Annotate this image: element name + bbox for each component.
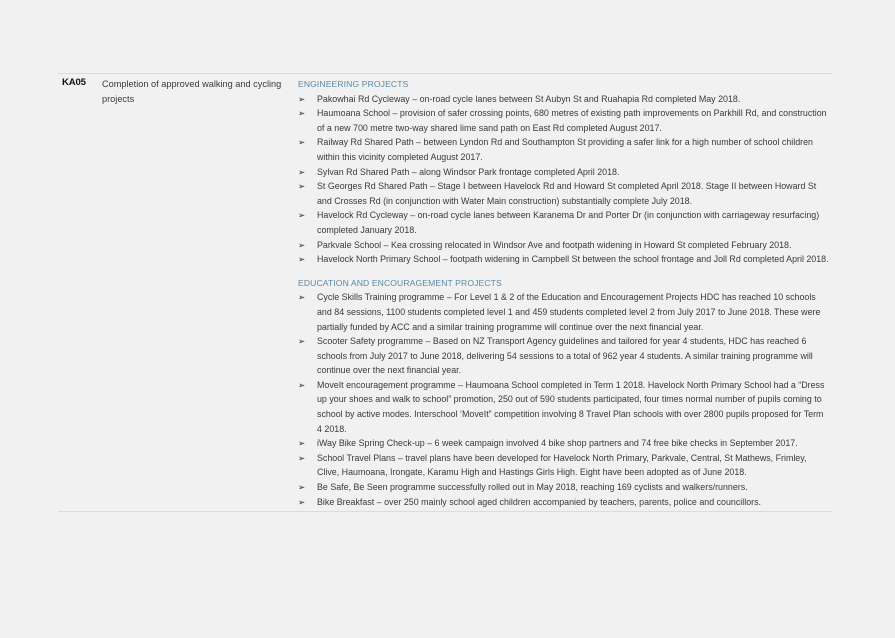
education-list	[298, 290, 830, 509]
arrowhead-bullet-icon: ➢	[298, 137, 306, 148]
list-item: ➢ Parkvale School – Kea crossing relocated in Windsor Ave and footpath widening in Howard St completed February 2018.	[298, 238, 830, 253]
arrowhead-bullet-icon: ➢	[298, 379, 306, 390]
arrowhead-bullet-icon: ➢	[298, 452, 306, 463]
measure-description: Completion of approved walking and cycling projects	[102, 79, 282, 104]
arrowhead-bullet-icon: ➢	[298, 210, 306, 221]
list-item: ➢ School Travel Plans – travel plans have been developed for Havelock North Primary, Parkvale, Central, St Mathews, Frimley, Clive, Haumoana, Irongate, Karamu High and Hastings Girls High. Eight have been adopted as of June 2018.	[298, 452, 807, 478]
engineering-list	[298, 92, 830, 267]
arrowhead-bullet-icon: ➢	[298, 93, 306, 104]
list-item: ➢ Haumoana School – provision of safer crossing points, 680 metres of existing path improvements on Parkhill Rd, and construction of a new 700 metre two-way shared lime sand path on East Rd completed August 2017.	[298, 108, 827, 133]
arrowhead-bullet-icon: ➢	[298, 438, 306, 449]
list-item: ➢ Scooter Safety programme – Based on NZ Transport Agency guidelines and tailored for year 4 students, HDC has reached 6 schools from July 2017 to June 2018, delivering 54 sessions to a total of 962 year 4 students. A similar training programme will continue over the next financial year.	[298, 336, 813, 376]
list-item: ➢ Bike Breakfast – over 250 mainly school aged children accompanied by teachers, parents, police and councillors.	[298, 495, 830, 510]
list-item: ➢ Havelock Rd Cycleway – on-road cycle lanes between Karanema Dr and Porter Dr (in conjunction with carriageway resurfacing) completed January 2018.	[298, 210, 820, 235]
education-heading: EDUCATION AND ENCOURAGEMENT PROJECTS	[298, 277, 502, 288]
table-row	[58, 74, 832, 509]
list-item: ➢ Be Safe, Be Seen programme successfully rolled out in May 2018, reaching 169 cyclists and walkers/runners.	[298, 480, 830, 495]
list-item: ➢ MoveIt encouragement programme – Haumoana School completed in Term 1 2018. Havelock North Primary School had a “Dress up your shoes and walk to school” promotion, 250 out of 590 students participated, four times normal number of pupils coming to school by active modes. Interschool ‘MoveIt” competition involving 8 Travel Plan schools with over 2800 pupils proposed for Term 4 2018.	[298, 379, 825, 434]
arrowhead-bullet-icon: ➢	[298, 239, 306, 250]
measure-code: KA05	[62, 77, 86, 88]
report-table	[58, 73, 832, 512]
engineering-heading: ENGINEERING PROJECTS	[298, 79, 409, 89]
list-item: ➢ Pakowhai Rd Cycleway – on-road cycle lanes between St Aubyn St and Ruahapia Rd completed May 2018.	[298, 92, 830, 107]
list-item: ➢ Sylvan Rd Shared Path – along Windsor Park frontage completed April 2018.	[298, 165, 830, 180]
list-item: ➢ Cycle Skills Training programme – For Level 1 & 2 of the Education and Encouragement Projects HDC has reached 10 schools and 84 sessions, 1100 students completed level 1 and 459 students completed level 2 from July 2017 to June 2018. These were partially funded by ACC and a similar training programme will continue over the next financial year.	[298, 292, 821, 332]
list-item: ➢ Havelock North Primary School – footpath widening in Campbell St between the school frontage and Joll Rd completed April 2018.	[298, 252, 830, 267]
arrowhead-bullet-icon: ➢	[298, 108, 306, 119]
arrowhead-bullet-icon: ➢	[298, 181, 306, 192]
list-item: ➢ Railway Rd Shared Path – between Lyndon Rd and Southampton St providing a safer link for a high number of school children within this vicinity completed August 2017.	[298, 137, 813, 162]
list-item: ➢ St Georges Rd Shared Path – Stage I between Havelock Rd and Howard St completed April 2018. Stage II between Howard St and Crosses Rd (in conjunction with Water Main construction) substantially complete July 2018.	[298, 181, 817, 206]
arrowhead-bullet-icon: ➢	[298, 482, 306, 493]
arrowhead-bullet-icon: ➢	[298, 254, 306, 265]
arrowhead-bullet-icon: ➢	[298, 496, 306, 507]
arrowhead-bullet-icon: ➢	[298, 336, 306, 347]
list-item: ➢ iWay Bike Spring Check-up – 6 week campaign involved 4 bike shop partners and 74 free bike checks in September 2017.	[298, 436, 830, 451]
measure-details	[298, 74, 832, 509]
arrowhead-bullet-icon: ➢	[298, 292, 306, 303]
arrowhead-bullet-icon: ➢	[298, 166, 306, 177]
